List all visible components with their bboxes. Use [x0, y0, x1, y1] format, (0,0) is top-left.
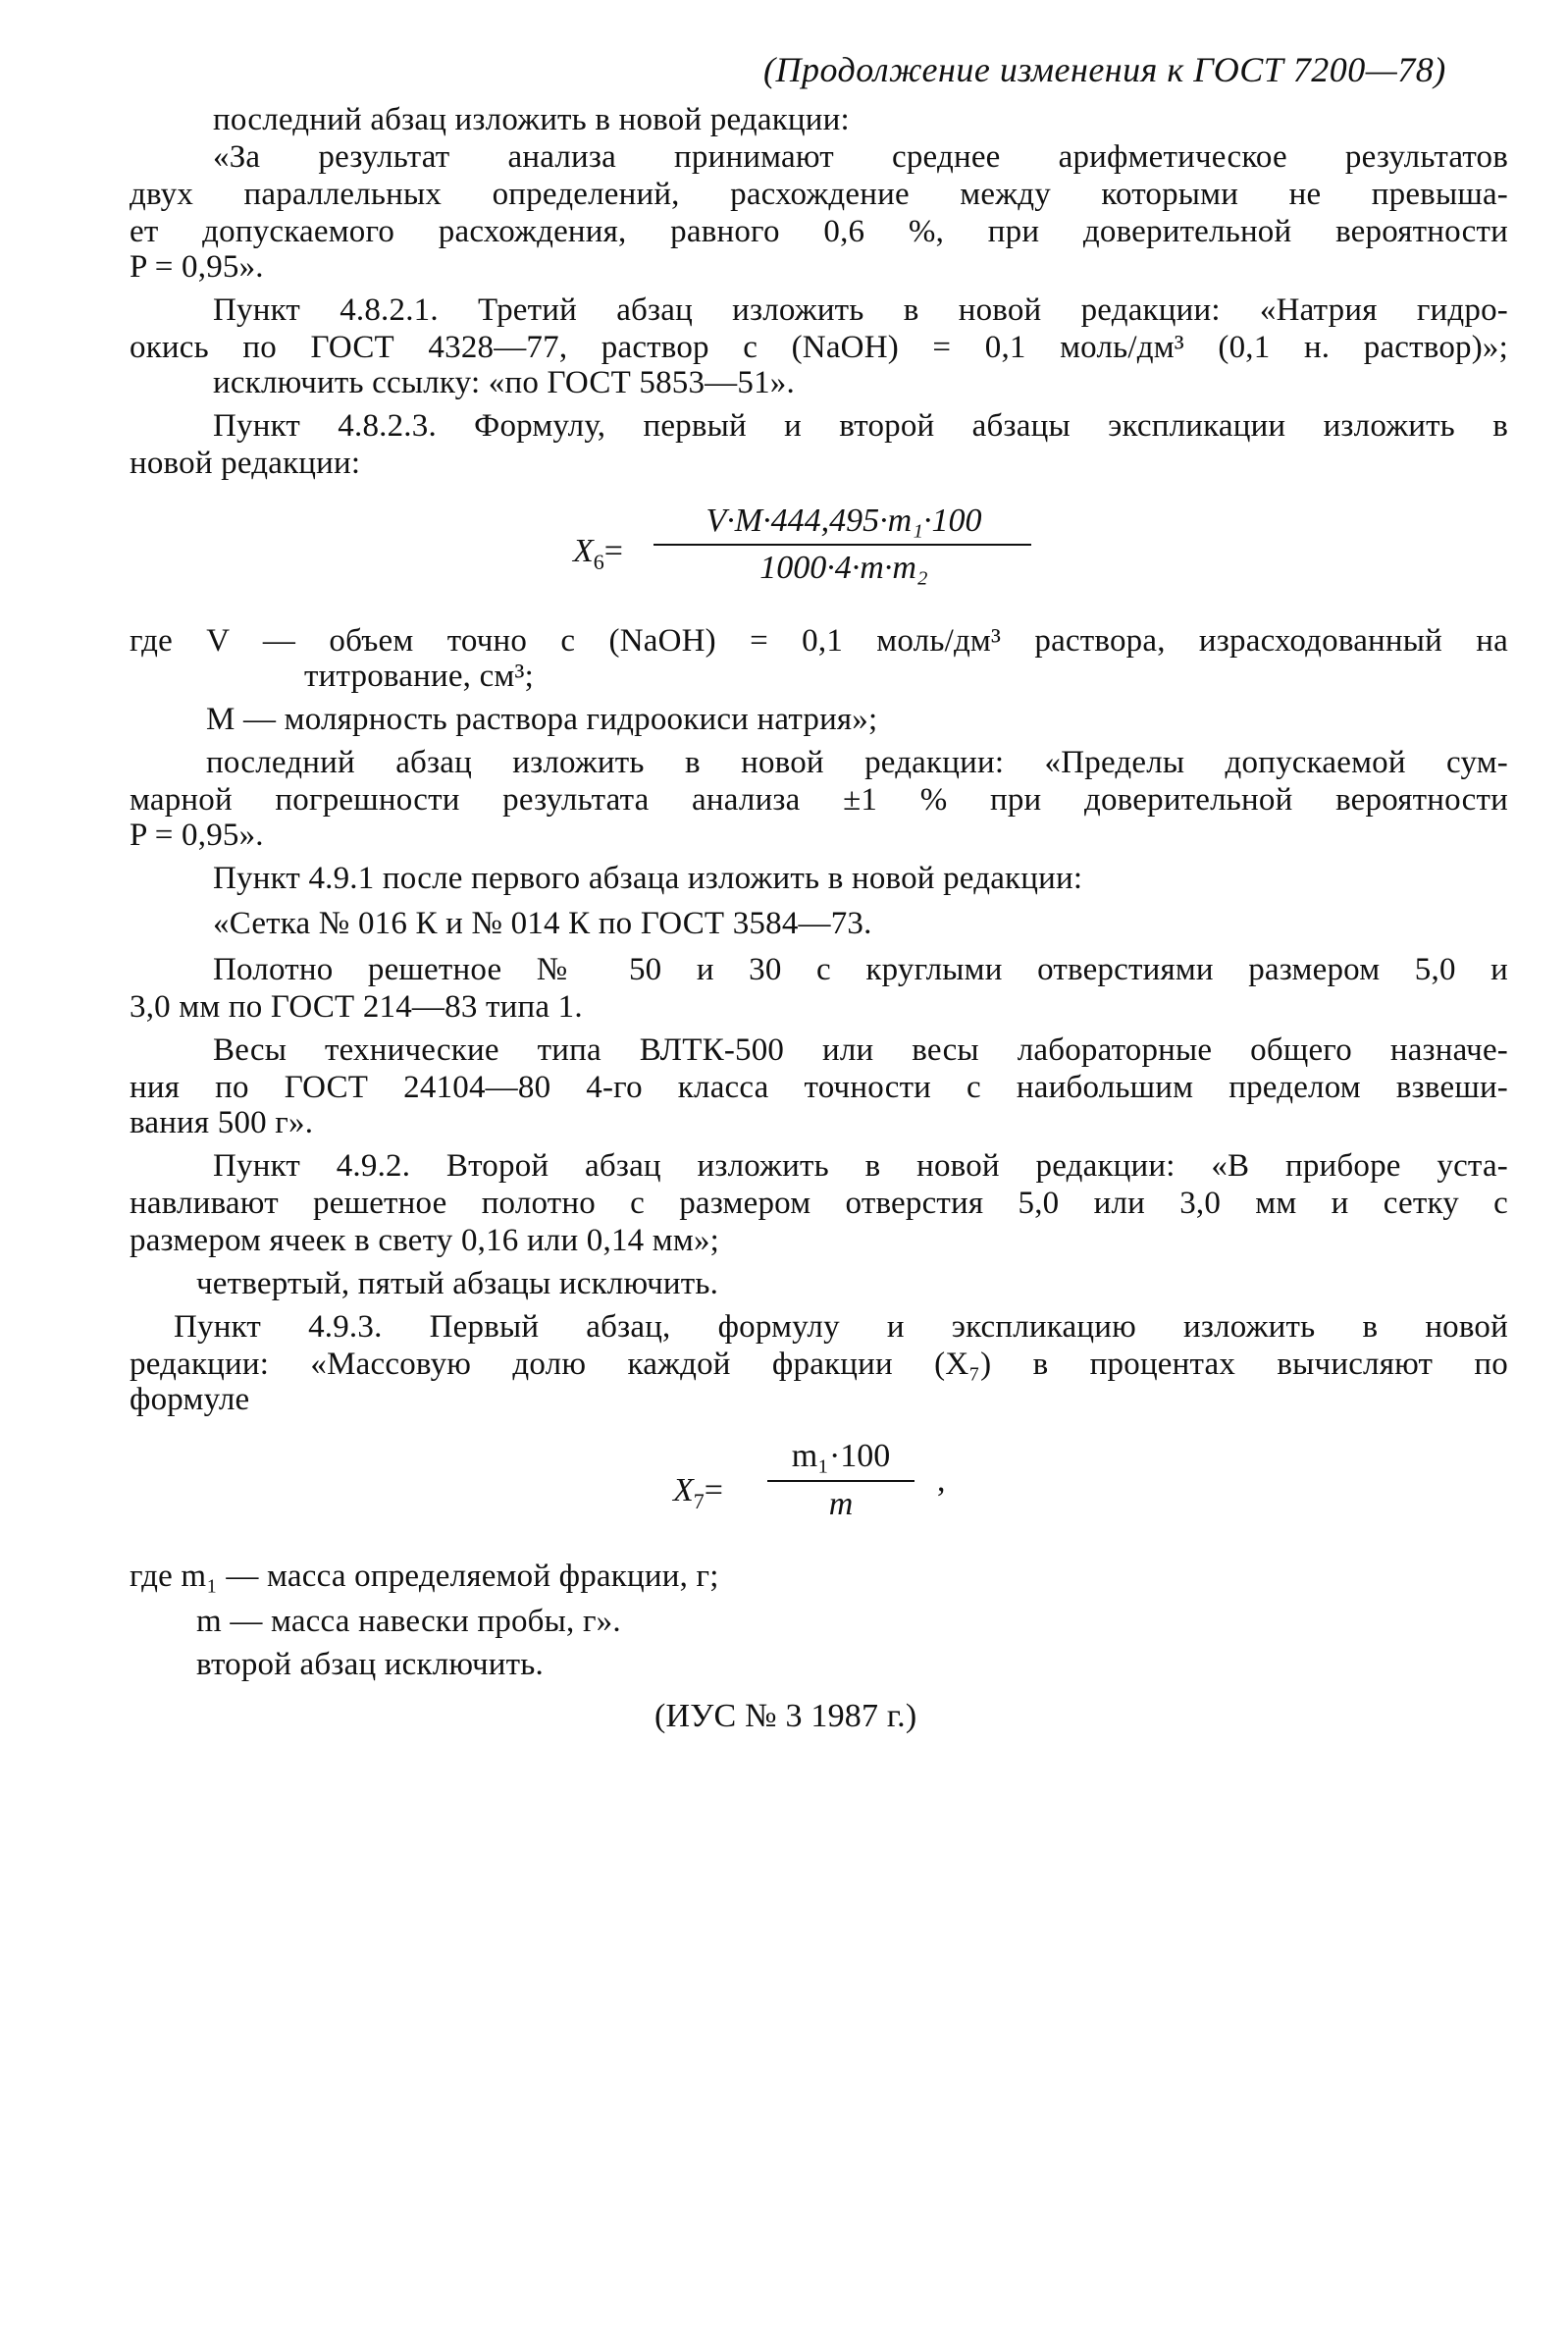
text-line: P = 0,95». — [130, 818, 264, 853]
formula-numerator: m₁·100 — [791, 1438, 891, 1474]
text-line: размером ячеек в свету 0,16 или 0,14 мм»; — [130, 1223, 720, 1258]
text-line: навливают решетное полотно с размером отверстия 5,0 или 3,0 мм и сетку с — [130, 1186, 1508, 1221]
text-line: редакции: «Массовую долю каждой фракции (X₇) в процентах вычисляют по — [130, 1347, 1508, 1382]
text-line: ния по ГОСТ 24104—80 4-го класса точности с наибольшим пределом взвеши- — [130, 1070, 1508, 1105]
text-line: Пункт 4.8.2.3. Формулу, первый и второй абзацы экспликации изложить в — [213, 408, 1508, 444]
formula-lhs-var: X — [573, 533, 594, 569]
text-line: P = 0,95». — [130, 249, 264, 285]
fraction-bar — [767, 1480, 915, 1482]
formula-lhs — [573, 533, 623, 574]
formula-trailing-comma: , — [937, 1462, 946, 1499]
text-line: где V — объем точно c (NaOH) = 0,1 моль/дм³ раствора, израсходованный на — [130, 623, 1508, 659]
formula-lhs — [673, 1472, 723, 1513]
text-line: m — масса навески пробы, г». — [196, 1604, 621, 1639]
text-line: ет допускаемого расхождения, равного 0,6 %, при доверительной вероятности — [130, 214, 1508, 249]
formula-denominator: m — [828, 1486, 854, 1522]
text-line: Пункт 4.9.1 после первого абзаца изложить в новой редакции: — [213, 861, 1083, 896]
text-line: последний абзац изложить в новой редакции: — [213, 102, 850, 137]
formula-lhs-sub: 6 — [593, 550, 604, 574]
text-line: «За результат анализа принимают среднее арифметическое результатов — [213, 139, 1508, 175]
text-line: Пункт 4.9.3. Первый абзац, формулу и экспликацию изложить в новой — [174, 1309, 1508, 1345]
text-line: Пункт 4.8.2.1. Третий абзац изложить в новой редакции: «Натрия гидро- — [213, 292, 1508, 328]
text-line: формуле — [130, 1382, 250, 1417]
text-line: окись по ГОСТ 4328—77, раствор c (NaOH) = 0,1 моль/дм³ (0,1 н. раствор)»; — [130, 330, 1508, 365]
formula-numerator: V·M·444,495·m₁·100 — [706, 502, 982, 539]
text-line: четвертый, пятый абзацы исключить. — [196, 1266, 719, 1301]
text-line: новой редакции: — [130, 446, 361, 481]
formula-lhs-var: X — [673, 1472, 694, 1508]
text-line: M — молярность раствора гидроокиси натрия»; — [206, 702, 878, 737]
text-line: где m₁ — масса определяемой фракции, г; — [130, 1559, 719, 1594]
text-line: 3,0 мм по ГОСТ 214—83 типа 1. — [130, 989, 583, 1025]
text-line: титрование, см³; — [304, 659, 534, 694]
text-line: второй абзац исключить. — [196, 1647, 544, 1682]
text-line: Пункт 4.9.2. Второй абзац изложить в новой редакции: «В приборе уста- — [213, 1148, 1508, 1184]
text-line: Полотно решетное № 50 и 30 с круглыми отверстиями размером 5,0 и — [213, 952, 1508, 987]
formula-eq: = — [704, 1472, 723, 1508]
text-line: двух параллельных определений, расхождение между которыми не превыша- — [130, 177, 1508, 212]
text-line: Весы технические типа ВЛТК-500 или весы лабораторные общего назначе- — [213, 1032, 1508, 1068]
text-line: вания 500 г». — [130, 1105, 314, 1140]
fraction-bar — [653, 544, 1031, 546]
text-line: «Сетка № 016 К и № 014 К по ГОСТ 3584—73. — [213, 906, 872, 941]
ius-reference: (ИУС № 3 1987 г.) — [654, 1698, 917, 1734]
text-line: марной погрешности результата анализа ±1 % при доверительной вероятности — [130, 782, 1508, 818]
continuation-header: (Продолжение изменения к ГОСТ 7200—78) — [763, 50, 1446, 89]
text-line: последний абзац изложить в новой редакции: «Пределы допускаемой сум- — [206, 745, 1508, 780]
formula-lhs-sub: 7 — [693, 1489, 705, 1513]
text-line: исключить ссылку: «по ГОСТ 5853—51». — [213, 365, 795, 400]
formula-eq: = — [603, 533, 623, 569]
formula-denominator: 1000·4·m·m₂ — [759, 550, 928, 586]
